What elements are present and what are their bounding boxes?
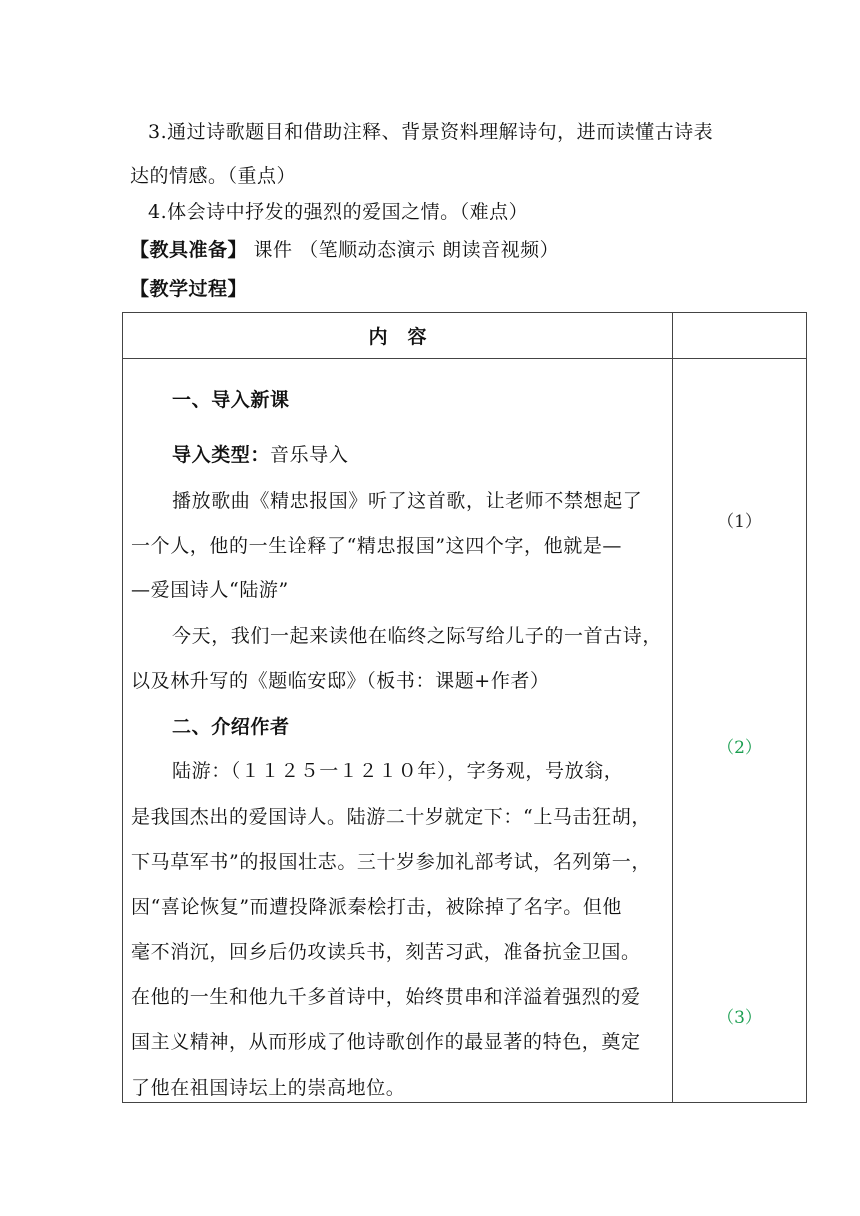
- section-2-line-2: 是我国杰出的爱国诗人。陆游二十岁就定下：“上马击狂胡，: [131, 806, 651, 828]
- section-1-type-label: 导入类型：: [172, 444, 271, 466]
- tools-row: [130, 235, 559, 262]
- section-2-line-1: 陆游：（１１２５一１２１０年），字务观，号放翁，: [172, 760, 624, 782]
- table-header-content: 内容: [123, 313, 673, 359]
- section-2-line-6: 在他的一生和他九千多首诗中，始终贯串和洋溢着强烈的爱: [131, 986, 641, 1008]
- lesson-process-table: [122, 312, 807, 1103]
- section-2-line-8: 了他在祖国诗坛上的崇高地位。: [131, 1077, 406, 1099]
- table-body-content: [123, 359, 673, 1103]
- tools-text: 课件 （笔顺动态演示 朗读音视频）: [247, 239, 560, 261]
- process-label: 【教学过程】: [130, 278, 248, 300]
- section-1-type: [172, 440, 348, 467]
- section-1-para-1-line-2: 一个人，他的一生诠释了“精忠报国”这四个字，他就是—: [131, 535, 623, 557]
- section-1-type-value: 音乐导入: [270, 444, 349, 466]
- section-1-title: 一、导入新课: [172, 389, 290, 411]
- section-2-line-7: 国主义精神，从而形成了他诗歌创作的最显著的特色，奠定: [131, 1031, 641, 1053]
- goal-4: 4.体会诗中抒发的强烈的爱国之情。（难点）: [148, 201, 529, 223]
- table-header-side: [673, 313, 807, 359]
- section-2-title: 二、介绍作者: [172, 716, 290, 738]
- goal-3-line-1: 3.通过诗歌题目和借助注释、背景资料理解诗句，进而读懂古诗表: [148, 121, 714, 143]
- mark-1: （1）: [717, 512, 762, 532]
- section-1-para-1-line-1: 播放歌曲《精忠报国》听了这首歌，让老师不禁想起了: [172, 490, 643, 512]
- section-1-para-2-line-1: 今天，我们一起来读他在临终之际写给儿子的一首古诗，: [172, 625, 663, 647]
- goal-3-line-2: 达的情感。（重点）: [130, 165, 297, 187]
- section-2-line-3: 下马草军书”的报国壮志。三十岁参加礼部考试，名列第一，: [131, 851, 651, 873]
- section-1-para-1-line-3: —爱国诗人“陆游”: [131, 579, 289, 601]
- mark-3: （3）: [717, 1008, 762, 1028]
- section-1-para-2-line-2: 以及林升写的《题临安邸》（板书：课题+作者）: [131, 670, 550, 692]
- mark-2: （2）: [717, 738, 762, 758]
- tools-label: 【教具准备】: [130, 239, 248, 261]
- section-2-line-5: 毫不消沉，回乡后仍攻读兵书，刻苦习武，准备抗金卫国。: [131, 941, 641, 963]
- table-body-side: [673, 359, 807, 1103]
- section-2-line-4: 因“喜论恢复”而遭投降派秦桧打击，被除掉了名字。但他: [131, 896, 623, 918]
